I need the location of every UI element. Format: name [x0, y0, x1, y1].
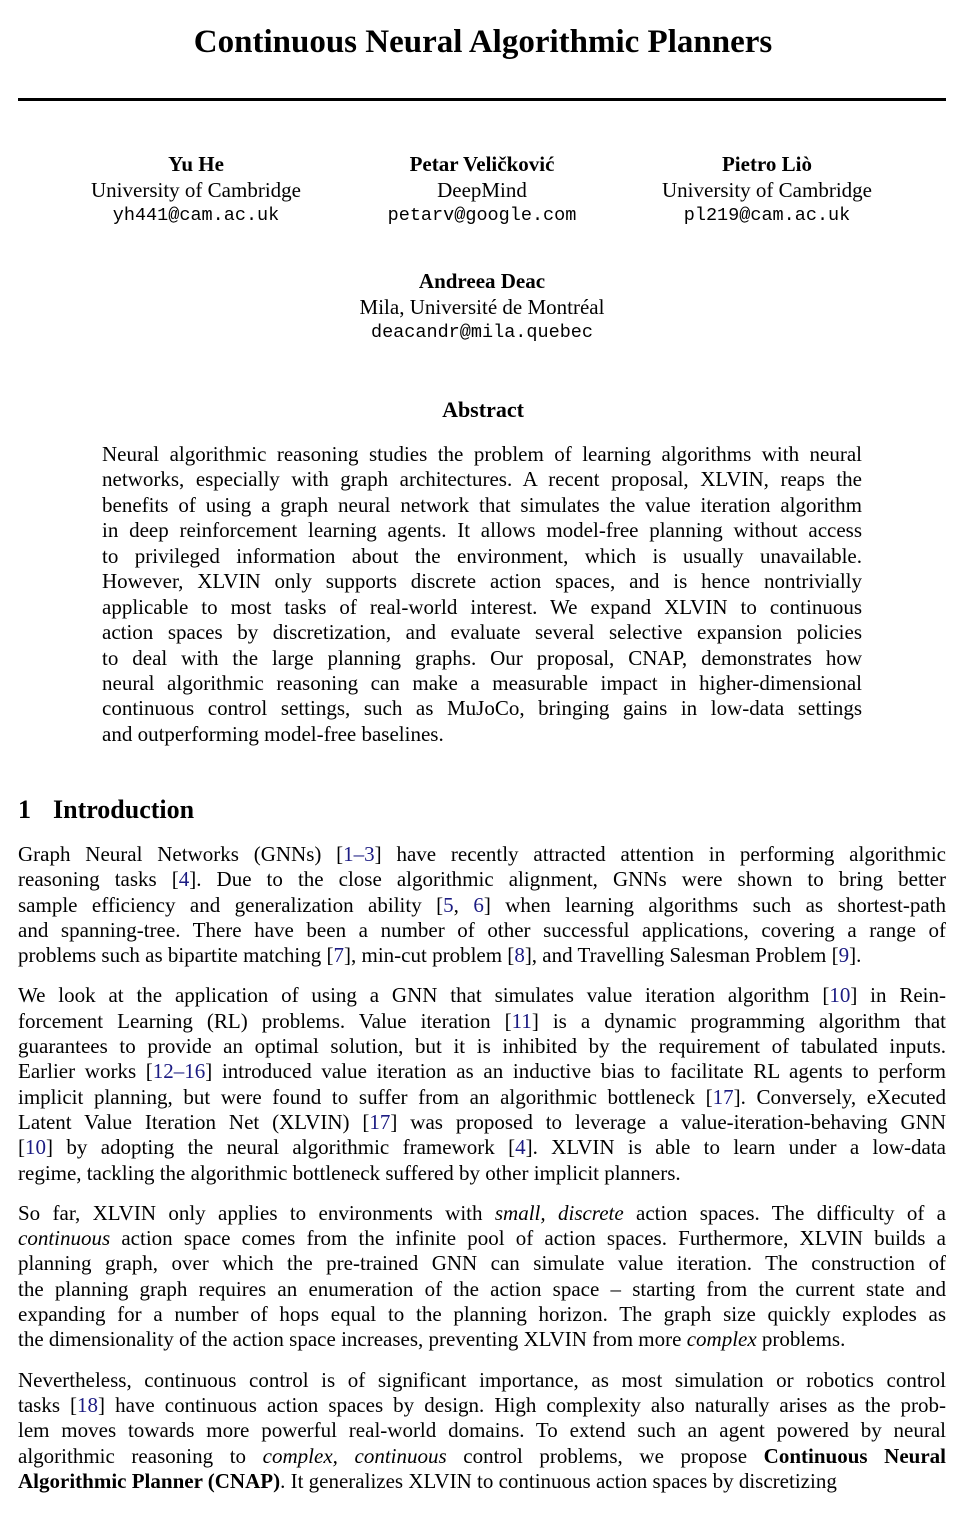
text-segment: implicit planning, but were found to suffer from an algorithmic bottleneck [: [18, 1084, 713, 1109]
text-line: [18, 1034, 946, 1059]
text-segment: ], and Travelling Salesman Problem [: [524, 943, 839, 968]
text-line: [18, 943, 946, 968]
text-segment: ] is a dynamic programming algorithm that: [531, 1008, 946, 1033]
text-line: [18, 1368, 946, 1393]
citation-link[interactable]: 18: [77, 1392, 99, 1417]
text-line: [18, 1327, 946, 1352]
text-segment: ] have recently attracted attention in performing algorithmic: [374, 842, 946, 866]
text-line: [102, 646, 862, 671]
text-segment: control problems, we propose: [446, 1443, 764, 1468]
text-segment: tasks [: [18, 1392, 78, 1417]
citation-link[interactable]: 4: [178, 867, 190, 892]
text-segment: forcement Learning (RL) problems. Value iteration [: [18, 1008, 512, 1033]
text-segment: algorithmic reasoning to: [18, 1443, 263, 1468]
text-segment: Latent Value Iteration Net (XLVIN) [: [18, 1109, 370, 1134]
text-segment: sample efficiency and generalization ability [: [18, 892, 444, 917]
text-line: [18, 1059, 946, 1084]
text-segment: the planning graph requires an enumeration of the action space – starting from the current state and: [18, 1276, 946, 1301]
author-block: [36, 152, 356, 229]
text-line: [18, 1418, 946, 1443]
text-segment: and outperforming model-free baselines.: [102, 721, 444, 746]
author-block: [607, 152, 927, 229]
text-line: [102, 493, 862, 518]
text-line: [18, 1135, 946, 1160]
text-segment: guarantees to provide an optimal solution, but it is inhibited by the requirement of tabulated inputs.: [18, 1034, 946, 1059]
text-segment: to privileged information about the environment, which is usually unavailable.: [102, 543, 862, 568]
paragraph: [18, 1368, 946, 1494]
author-name: Yu He: [168, 152, 224, 176]
text-segment: neural algorithmic reasoning can make a measurable impact in higher-dimensional: [102, 670, 862, 695]
text-segment: and spanning-tree. There have been a number of other successful applications, covering a range of: [18, 917, 946, 942]
paragraph: [18, 1201, 946, 1353]
text-line: [18, 1302, 946, 1327]
text-segment: action spaces. The difficulty of a: [623, 1200, 946, 1225]
text-segment: lem moves towards more powerful real-world domains. To extend such an agent powered by neural: [18, 1418, 946, 1443]
text-segment: Earlier works [: [18, 1059, 153, 1084]
text-segment: in deep reinforcement learning agents. It allows model-free planning without access: [102, 518, 862, 543]
text-segment: networks, especially with graph architectures. A recent proposal, XLVIN, reaps the: [102, 467, 862, 492]
text-segment: action spaces by discretization, and evaluate several selective expansion policies: [102, 620, 862, 645]
author-affiliation: University of Cambridge: [662, 177, 872, 202]
author-block: [322, 152, 642, 229]
text-line: [18, 893, 946, 918]
section-title: Introduction: [53, 795, 195, 824]
bold-text: Continuous Neural: [763, 1443, 946, 1468]
text-line: [18, 1085, 946, 1110]
text-segment: problems.: [756, 1327, 846, 1352]
text-line: [102, 620, 862, 645]
text-line: [102, 595, 862, 620]
citation-link[interactable]: 17: [369, 1109, 391, 1134]
italic-text: continuous: [18, 1226, 111, 1251]
text-line: [102, 569, 862, 594]
text-segment: ]. Due to the close algorithmic alignment, GNNs were shown to bring better: [189, 867, 946, 892]
text-line: [18, 983, 946, 1008]
text-line: [18, 1251, 946, 1276]
author-name: Andreea Deac: [418, 269, 546, 293]
bold-text: Algorithmic Planner (CNAP): [18, 1468, 281, 1493]
italic-text: complex, continuous: [262, 1443, 447, 1468]
text-segment: ]. XLVIN is able to learn under a low-data: [525, 1135, 947, 1160]
text-segment: [: [18, 1135, 25, 1160]
paragraph: [18, 983, 946, 1185]
author-block: [322, 269, 642, 346]
paragraph: [18, 842, 946, 968]
text-line: [102, 544, 862, 569]
abstract-heading: Abstract: [442, 397, 524, 422]
citation-link[interactable]: 11: [511, 1008, 532, 1033]
author-affiliation: DeepMind: [437, 177, 527, 202]
citation-link[interactable]: 6: [473, 892, 484, 917]
italic-text: complex: [686, 1327, 757, 1352]
citation-link[interactable]: 10: [25, 1135, 46, 1160]
author-name: Petar Veličković: [409, 152, 555, 176]
text-segment: continuous control settings, such as MuJoCo, bringing gains in low-data settings: [102, 696, 862, 721]
text-line: [18, 1444, 946, 1469]
text-line: [102, 518, 862, 543]
text-segment: So far, XLVIN only applies to environments with: [18, 1200, 495, 1225]
author-affiliation: Mila, Université de Montréal: [359, 294, 605, 319]
text-segment: reasoning tasks [: [18, 867, 179, 892]
text-segment: . It generalizes XLVIN to continuous action spaces by discretizing: [280, 1468, 837, 1493]
text-line: [18, 1201, 946, 1226]
text-line: [18, 1110, 946, 1135]
text-segment: However, XLVIN only supports discrete action spaces, and is hence nontrivially: [102, 569, 862, 594]
text-segment: regime, tackling the algorithmic bottleneck suffered by other implicit planners.: [18, 1160, 681, 1185]
section-heading: [18, 795, 194, 825]
author-name: Pietro Liò: [721, 152, 812, 176]
text-line: [18, 1277, 946, 1302]
text-line: [18, 1226, 946, 1251]
text-line: [18, 1009, 946, 1034]
citation-link[interactable]: 17: [712, 1084, 734, 1109]
text-line: [102, 671, 862, 696]
paper-title: Continuous Neural Algorithmic Planners: [193, 24, 773, 60]
text-segment: ] have continuous action spaces by design. High complexity also naturally arises as the prob-: [98, 1392, 947, 1417]
text-segment: ].: [849, 943, 862, 968]
text-line: [18, 1393, 946, 1418]
italic-text: small, discrete: [494, 1200, 624, 1225]
text-segment: ] by adopting the neural algorithmic framework [: [46, 1135, 516, 1160]
citation-link[interactable]: 1–3: [343, 842, 375, 866]
citation-link[interactable]: 10: [829, 983, 851, 1008]
citation-link[interactable]: 12–16: [152, 1059, 206, 1084]
text-line: [102, 696, 862, 721]
text-segment: to deal with the large planning graphs. Our proposal, CNAP, demonstrates how: [102, 645, 862, 670]
text-line: [102, 442, 862, 467]
text-segment: applicable to most tasks of real-world interest. We expand XLVIN to continuous: [102, 594, 862, 619]
citation-link[interactable]: 4: [515, 1135, 526, 1160]
section-number: 1: [18, 795, 31, 824]
author-email[interactable]: yh441@cam.ac.uk: [112, 205, 280, 226]
author-email[interactable]: petarv@google.com: [387, 205, 577, 226]
text-segment: problems such as bipartite matching [: [18, 943, 334, 968]
citation-link[interactable]: 5: [443, 892, 454, 917]
citation-link[interactable]: 9: [838, 943, 850, 968]
title-rule: [18, 98, 946, 101]
text-segment: Nevertheless, continuous control is of significant importance, as most simulation or robotics control: [18, 1367, 946, 1392]
text-line: [18, 867, 946, 892]
text-line: [102, 722, 862, 747]
author-email[interactable]: pl219@cam.ac.uk: [683, 205, 851, 226]
section-body: [18, 842, 946, 1509]
abstract-body: [102, 442, 862, 747]
text-segment: ] was proposed to leverage a value-iteration-behaving GNN: [390, 1109, 946, 1134]
text-line: [18, 1161, 946, 1186]
text-segment: ] when learning algorithms such as shortest-path: [483, 892, 946, 917]
text-segment: We look at the application of using a GNN that simulates value iteration algorithm [: [18, 983, 830, 1008]
text-segment: action space comes from the infinite pool of action spaces. Furthermore, XLVIN builds a: [110, 1226, 946, 1251]
text-segment: the dimensionality of the action space increases, preventing XLVIN from more: [18, 1327, 687, 1352]
text-segment: Graph Neural Networks (GNNs) [: [18, 842, 344, 866]
text-segment: ] introduced value iteration as an inductive bias to facilitate RL agents to perform: [205, 1059, 946, 1084]
text-segment: planning graph, over which the pre-trained GNN can simulate value iteration. The construction of: [18, 1251, 946, 1276]
text-segment: ]. Conversely, eXecuted: [733, 1084, 947, 1109]
text-segment: ] in Rein-: [850, 983, 946, 1008]
author-email[interactable]: deacandr@mila.quebec: [370, 322, 594, 343]
text-line: [18, 918, 946, 943]
author-affiliation: University of Cambridge: [91, 177, 301, 202]
text-line: [18, 1469, 946, 1494]
text-line: [102, 467, 862, 492]
text-segment: Neural algorithmic reasoning studies the problem of learning algorithms with neural: [102, 442, 862, 466]
text-segment: benefits of using a graph neural network that simulates the value iteration algorithm: [102, 492, 862, 517]
citation-link[interactable]: 8: [514, 943, 525, 968]
text-line: [18, 842, 946, 867]
text-segment: expanding for a number of hops equal to the planning horizon. The graph size quickly explodes as: [18, 1302, 946, 1327]
text-segment: ], min-cut problem [: [344, 943, 515, 968]
citation-link[interactable]: 7: [333, 943, 345, 968]
text-segment: ,: [453, 892, 474, 917]
